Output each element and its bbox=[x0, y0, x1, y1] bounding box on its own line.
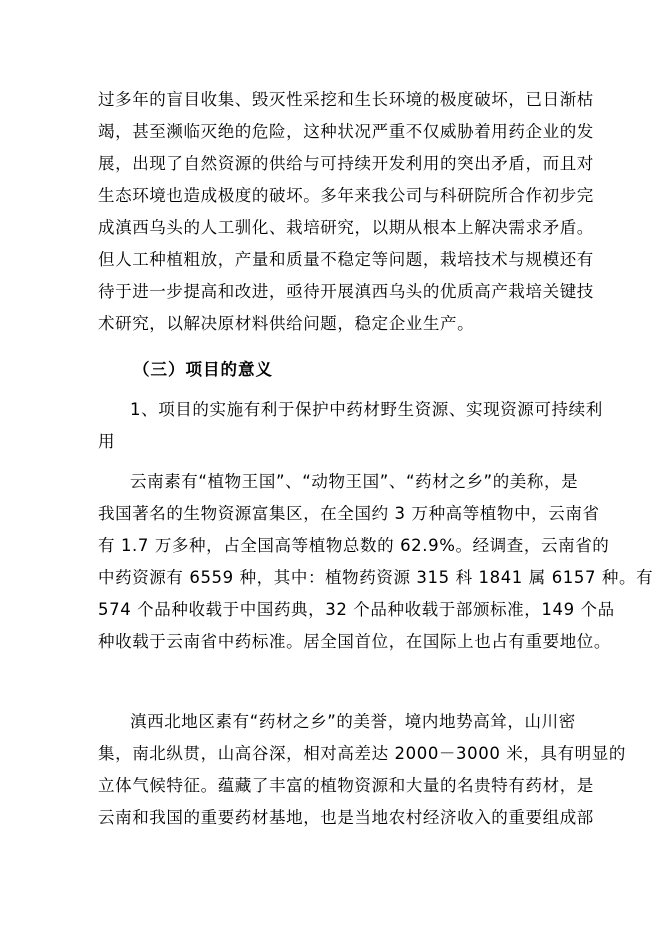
subheading-line: 1、项目的实施有利于保护中药材野生资源、实现资源可持续利 bbox=[130, 400, 603, 419]
paragraph-line: 成滇西乌头的人工驯化、栽培研究，以期从根本上解决需求矛盾。 bbox=[98, 218, 594, 237]
paragraph-line: 中药资源有 6559 种，其中：植物药资源 315 科 1841 属 6157 种。有 bbox=[98, 568, 654, 587]
section-heading: （三）项目的意义 bbox=[133, 360, 273, 379]
paragraph-line: 种收载于云南省中药标准。居全国首位，在国际上也占有重要地位。 bbox=[98, 632, 611, 651]
paragraph-line: 574 个品种收载于中国药典，32 个品种收载于部颁标准，149 个品 bbox=[98, 600, 615, 619]
paragraph-line: 立体气候特征。蕴藏了丰富的植物资源和大量的名贵特有药材，是 bbox=[98, 776, 594, 795]
paragraph-line: 待于进一步提高和改进，亟待开展滇西乌头的优质高产栽培关键技 bbox=[98, 282, 594, 301]
paragraph-line: 术研究，以解决原材料供给问题，稳定企业生产。 bbox=[98, 314, 475, 333]
paragraph-line: 竭，甚至濒临灭绝的危险，这种状况严重不仅威胁着用药企业的发 bbox=[98, 122, 594, 141]
paragraph-line: 但人工种植粗放，产量和质量不稳定等问题，栽培技术与规模还有 bbox=[98, 250, 594, 269]
paragraph-line: 过多年的盲目收集、毁灭性采挖和生长环境的极度破坏，已日渐枯 bbox=[98, 90, 594, 109]
paragraph-line: 云南素有“植物王国”、“动物王国”、“药材之乡”的美称，是 bbox=[130, 472, 579, 491]
paragraph-line: 集，南北纵贯，山高谷深，相对高差达 2000－3000 米，具有明显的 bbox=[98, 744, 626, 763]
paragraph-line: 云南和我国的重要药材基地，也是当地农村经济收入的重要组成部 bbox=[98, 808, 594, 827]
subheading-line: 用 bbox=[98, 432, 116, 451]
paragraph-line: 滇西北地区素有“药材之乡”的美誉，境内地势高耸，山川密 bbox=[130, 712, 576, 731]
paragraph-line: 我国著名的生物资源富集区，在全国约 3 万种高等植物中，云南省 bbox=[98, 504, 600, 523]
paragraph-line: 展，出现了自然资源的供给与可持续开发利用的突出矛盾，而且对 bbox=[98, 154, 594, 173]
paragraph-line: 生态环境也造成极度的破坏。多年来我公司与科研院所合作初步完 bbox=[98, 186, 594, 205]
paragraph-line: 有 1.7 万多种，占全国高等植物总数的 62.9%。经调查，云南省的 bbox=[98, 536, 610, 555]
